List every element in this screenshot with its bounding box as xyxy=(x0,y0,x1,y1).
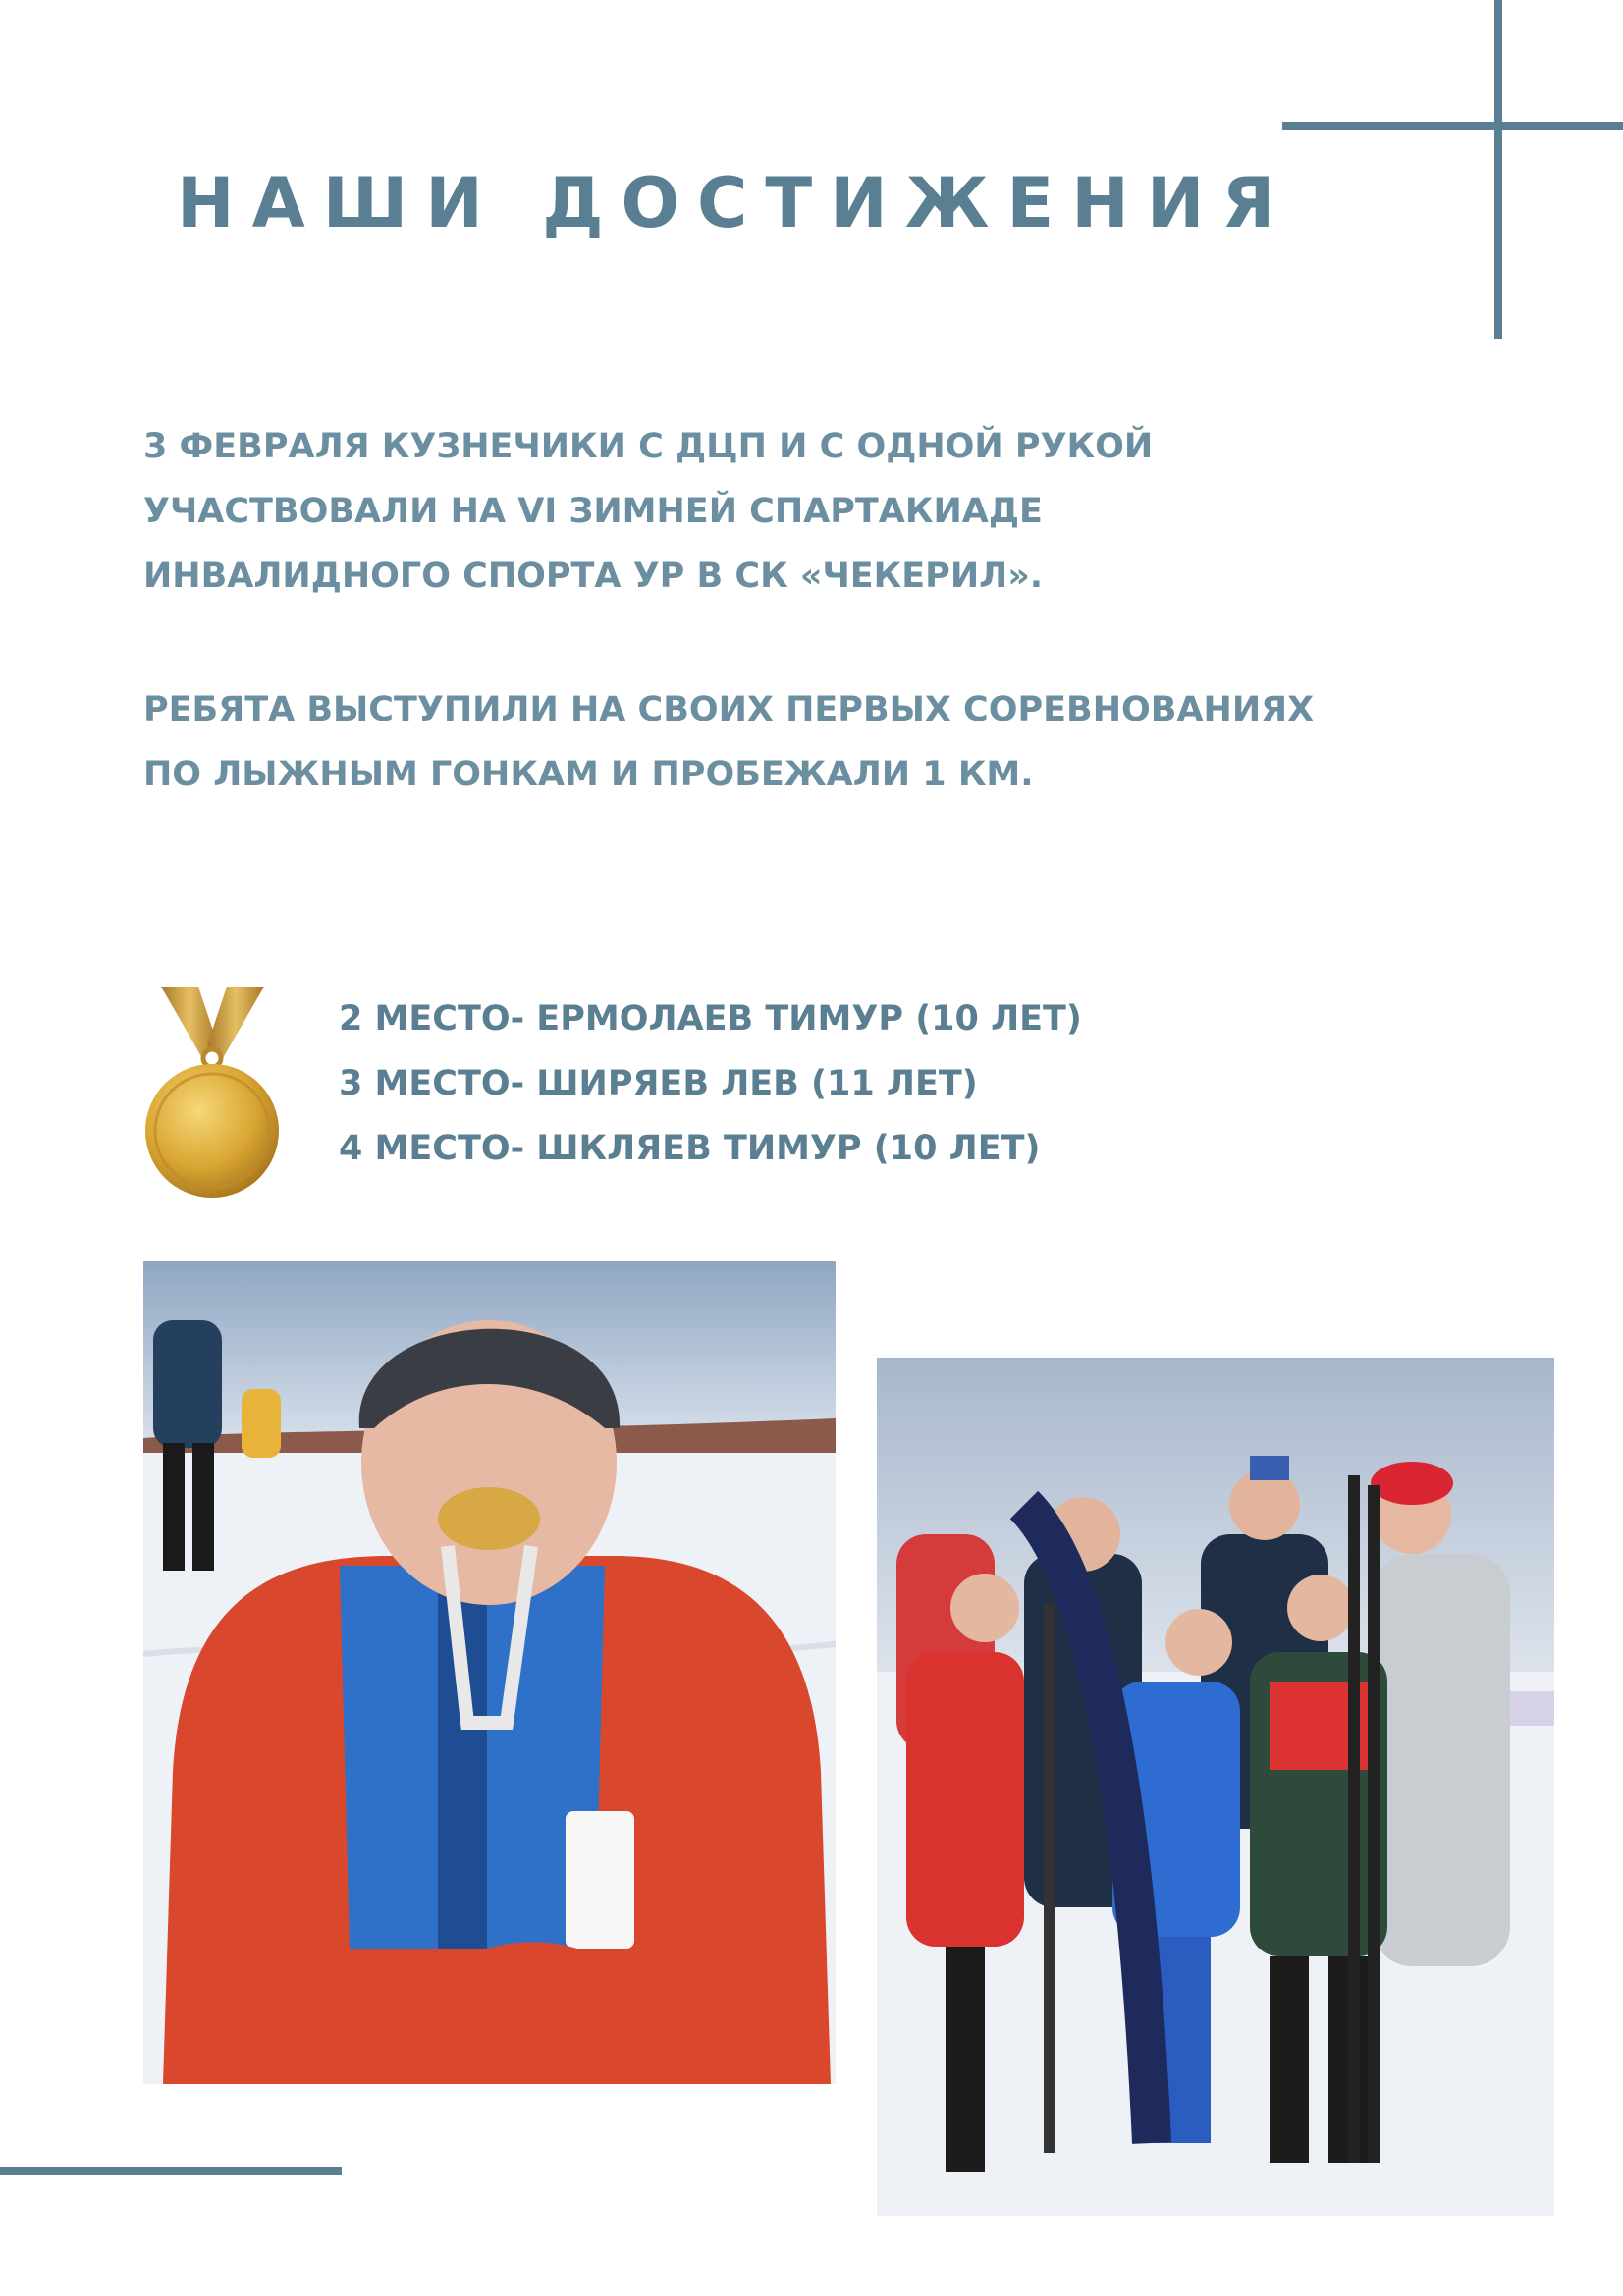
intro-line: 3 ФЕВРАЛЯ КУЗНЕЧИКИ С ДЦП И С ОДНОЙ РУКОЙ xyxy=(143,427,1154,466)
intro-line: УЧАСТВОВАЛИ НА VI ЗИМНЕЙ СПАРТАКИАДЕ xyxy=(143,492,1043,531)
results-list xyxy=(339,987,1082,1181)
second-line: ПО ЛЫЖНЫМ ГОНКАМ И ПРОБЕЖАЛИ 1 КМ. xyxy=(143,755,1034,794)
gold-medal-icon xyxy=(141,982,284,1200)
decor-bottom-line xyxy=(0,2167,342,2175)
second-line: РЕБЯТА ВЫСТУПИЛИ НА СВОИХ ПЕРВЫХ СОРЕВНОВАНИЯХ xyxy=(143,690,1315,729)
page-title: НАШИ ДОСТИЖЕНИЯ xyxy=(177,163,1293,243)
second-paragraph xyxy=(143,677,1479,807)
photo-boy-with-medal xyxy=(143,1261,836,2084)
result-item: 4 МЕСТО- ШКЛЯЕВ ТИМУР (10 ЛЕТ) xyxy=(339,1129,1041,1168)
photo-group xyxy=(877,1358,1554,2216)
intro-paragraph xyxy=(143,414,1479,609)
result-item: 2 МЕСТО- ЕРМОЛАЕВ ТИМУР (10 ЛЕТ) xyxy=(339,999,1082,1039)
decor-horizontal-line xyxy=(1282,122,1623,130)
result-item: 3 МЕСТО- ШИРЯЕВ ЛЕВ (11 ЛЕТ) xyxy=(339,1064,978,1103)
decor-vertical-line xyxy=(1494,0,1502,339)
intro-line: ИНВАЛИДНОГО СПОРТА УР В СК «ЧЕКЕРИЛ». xyxy=(143,557,1044,596)
